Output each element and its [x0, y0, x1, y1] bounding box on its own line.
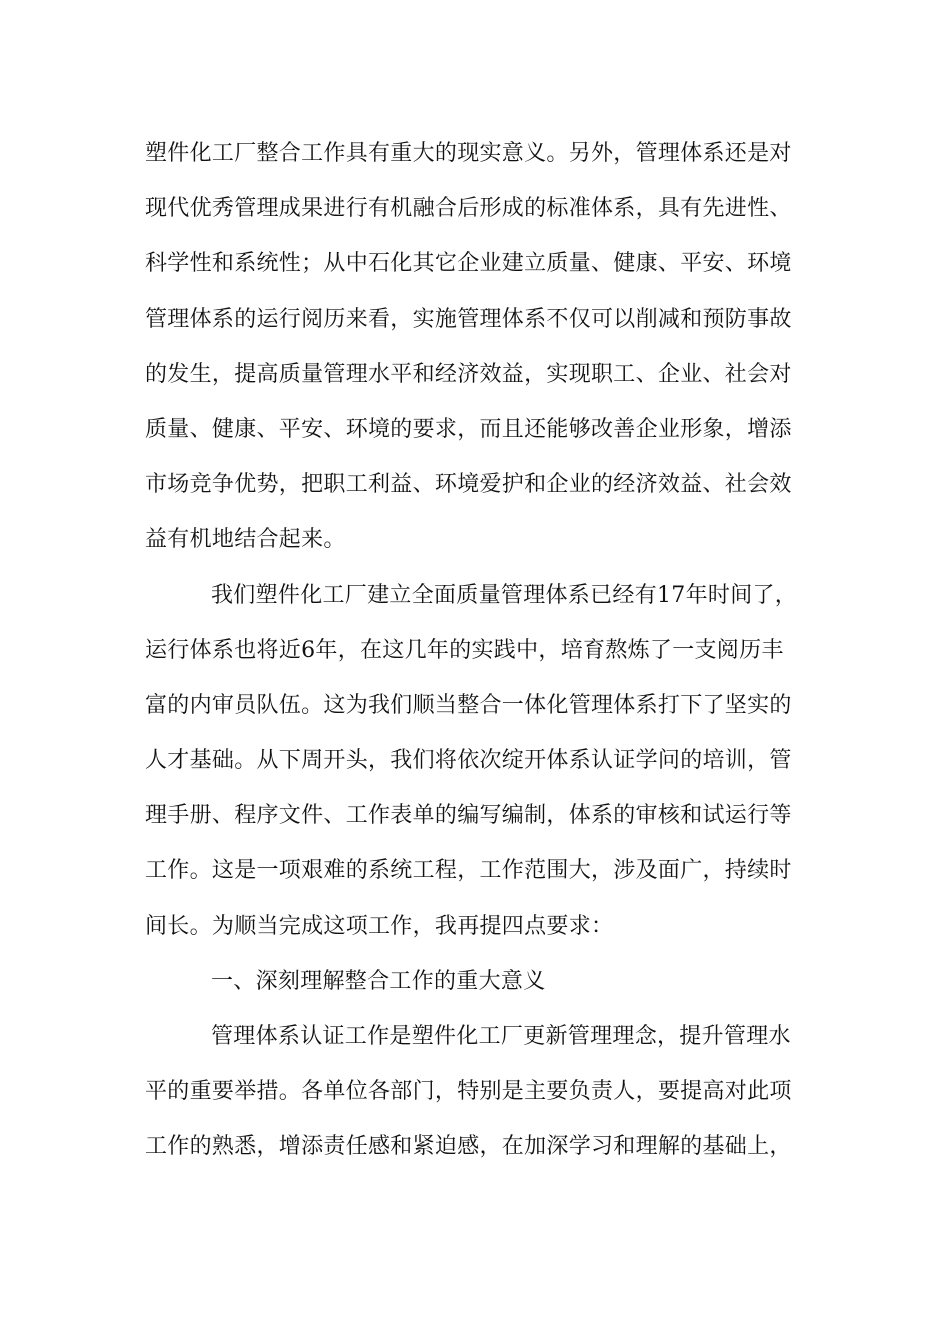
text-line: 平的重要举措。各单位各部门，特别是主要负责人，要提高对此项	[145, 1079, 792, 1105]
document-body	[145, 126, 809, 1175]
text-line: 运行体系也将近6年，在这几年的实践中，培育熬炼了一支阅历丰	[145, 637, 784, 663]
text-line: 工作的熟悉，增添责任感和紧迫感，在加深学习和理解的基础上，	[145, 1134, 792, 1160]
text-line: 间长。为顺当完成这项工作，我再提四点要求：	[145, 913, 614, 939]
text-line: 市场竞争优势，把职工利益、环境爱护和企业的经济效益、社会效	[145, 472, 792, 498]
text-line: 科学性和系统性；从中石化其它企业建立质量、健康、平安、环境	[145, 251, 792, 277]
text-line: 人才基础。从下周开头，我们将依次绽开体系认证学问的培训，管	[145, 748, 792, 774]
text-line: 理手册、程序文件、工作表单的编写编制，体系的审核和试运行等	[145, 803, 792, 829]
text-line: 的发生，提高质量管理水平和经济效益，实现职工、企业、社会对	[145, 361, 792, 387]
paragraph-start-line: 我们塑件化工厂建立全面质量管理体系已经有17年时间了，	[211, 582, 798, 608]
text-line: 益有机地结合起来。	[145, 527, 346, 553]
text-line: 质量、健康、平安、环境的要求，而且还能够改善企业形象，增添	[145, 416, 792, 442]
paragraph-start-line: 管理体系认证工作是塑件化工厂更新管理理念，提升管理水	[211, 1024, 791, 1049]
text-line: 工作。这是一项艰难的系统工程，工作范围大，涉及面广，持续时	[145, 858, 792, 884]
text-line: 塑件化工厂整合工作具有重大的现实意义。另外，管理体系还是对	[145, 141, 792, 166]
text-line: 现代优秀管理成果进行有机融合后形成的标准体系，具有先进性、	[145, 196, 792, 222]
section-heading: 一、深刻理解整合工作的重大意义	[211, 968, 546, 994]
text-line: 管理体系的运行阅历来看，实施管理体系不仅可以削减和预防事故	[145, 306, 792, 332]
text-line: 富的内审员队伍。这为我们顺当整合一体化管理体系打下了坚实的	[145, 692, 792, 718]
